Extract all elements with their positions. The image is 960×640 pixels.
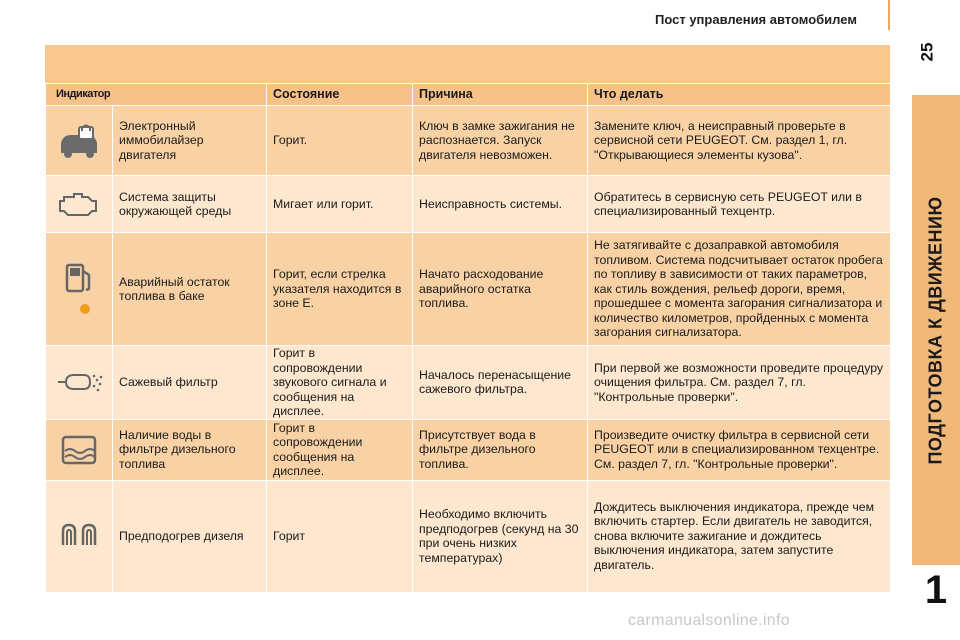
table-row <box>46 346 891 420</box>
page-header-title: Пост управления автомобилем <box>655 12 857 27</box>
indicator-name: Наличие воды в фильтре дизельного топлива <box>113 419 267 480</box>
indicator-state: Горит в сопровождении сообщения на дисплее. <box>267 419 413 480</box>
indicator-name: Сажевый фильтр <box>113 346 267 420</box>
indicator-name: Аварийный остаток топлива в баке <box>113 233 267 346</box>
fuel-pump-icon <box>46 233 113 346</box>
chapter-number: 1 <box>924 568 948 612</box>
table-row <box>46 480 891 592</box>
watermark: carmanualsonline.info <box>628 612 790 629</box>
indicator-action: Не затягивайте с дозаправкой автомобиля топливом. Система подсчитывает остаток пробега по топливу в зависимости от таких параметров, как стиль вождения, рельеф дороги, время, прошедшее с момента загорания сигнализатора и количество километров, пройденных с момента загорания сигнализатора. <box>588 233 891 346</box>
indicator-name: Система защиты окружающей среды <box>113 176 267 233</box>
header-action: Что делать <box>588 84 891 106</box>
glow-plug-icon <box>46 480 113 592</box>
indicator-action: Обратитесь в сервисную сеть PEUGEOT или в специализированный техцентр. <box>588 176 891 233</box>
header-divider <box>888 0 890 30</box>
table-row <box>46 106 891 176</box>
table-header-row <box>46 84 891 106</box>
indicator-cause: Необходимо включить предподогрев (секунд на 30 при очень низких температурах) <box>413 480 588 592</box>
indicator-state: Горит в сопровождении звукового сигнала и сообщения на дисплее. <box>267 346 413 420</box>
indicator-action: Произведите очистку фильтра в сервисной сети PEUGEOT или в специализированном техцентре. См. раздел 7, гл. "Контрольные проверки". <box>588 419 891 480</box>
header-cause: Причина <box>413 84 588 106</box>
indicator-action: Дождитесь выключения индикатора, прежде чем включить стартер. Если двигатель не заводится, снова включите зажигание и дождитесь выключения индикатора, затем запустите двигатель. <box>588 480 891 592</box>
page-number: 25 <box>917 42 937 62</box>
table-row <box>46 419 891 480</box>
header-indicator: Индикатор <box>46 84 267 106</box>
header-state: Состояние <box>267 84 413 106</box>
indicator-table <box>45 83 891 593</box>
indicator-cause: Начато расходование аварийного остатка топлива. <box>413 233 588 346</box>
indicator-cause: Началось перенасыщение сажевого фильтра. <box>413 346 588 420</box>
immobilizer-lock-icon <box>46 106 113 176</box>
water-in-diesel-icon <box>46 419 113 480</box>
indicator-action: При первой же возможности проведите процедуру очищения фильтра. См. раздел 7, гл. "Контрольные проверки". <box>588 346 891 420</box>
indicator-action: Замените ключ, а неисправный проверьте в сервисной сети PEUGEOT. См. раздел 1, гл. "Открывающиеся элементы кузова". <box>588 106 891 176</box>
indicator-state: Горит <box>267 480 413 592</box>
particle-filter-icon <box>46 346 113 420</box>
indicator-name: Предподогрев дизеля <box>113 480 267 592</box>
indicator-name: Электронный иммобилайзер двигателя <box>113 106 267 176</box>
indicator-cause: Ключ в замке зажигания не распознается. Запуск двигателя невозможен. <box>413 106 588 176</box>
indicator-state: Мигает или горит. <box>267 176 413 233</box>
indicator-cause: Неисправность системы. <box>413 176 588 233</box>
table-row <box>46 176 891 233</box>
table-row <box>46 233 891 346</box>
indicator-state: Горит, если стрелка указателя находится в зоне E. <box>267 233 413 346</box>
indicator-cause: Присутствует вода в фильтре дизельного топлива. <box>413 419 588 480</box>
section-title: ПОДГОТОВКА К ДВИЖЕНИЮ <box>925 195 946 465</box>
engine-check-icon <box>46 176 113 233</box>
indicator-state: Горит. <box>267 106 413 176</box>
